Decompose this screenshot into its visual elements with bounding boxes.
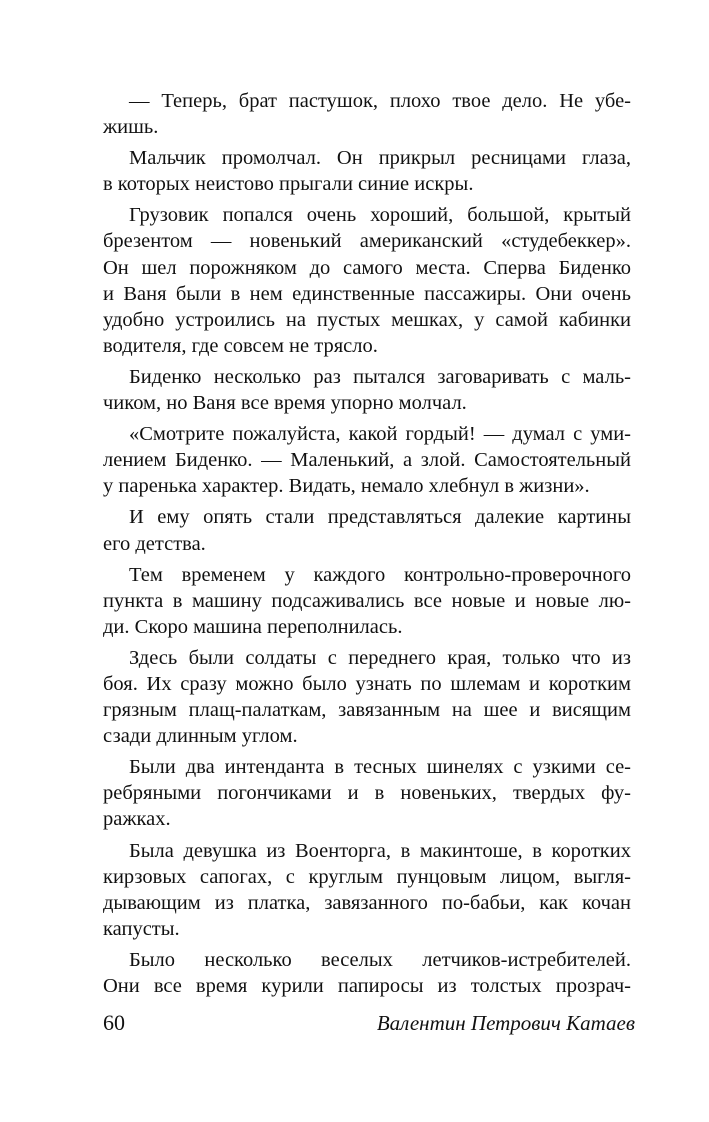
paragraph xyxy=(103,364,631,416)
paragraph xyxy=(103,562,631,640)
text-line: капусты. xyxy=(103,917,180,940)
text-line: И ему опять стали представляться далекие картины xyxy=(129,506,631,529)
text-line: боя. Их сразу можно было узнать по шлемам и коротким xyxy=(103,672,631,695)
page-footer xyxy=(103,1008,635,1038)
text-line: Тем временем у каждого контрольно-проверочного xyxy=(129,563,631,586)
text-line: и Ваня были в нем единственные пассажиры. Они очень xyxy=(103,282,631,305)
text-line: его детства. xyxy=(103,532,206,555)
text-line: грязным плащ-палаткам, завязанным на шее и висящим xyxy=(103,699,631,722)
paragraph xyxy=(103,145,631,197)
text-line: ражках. xyxy=(103,808,171,831)
text-line: лением Биденко. — Маленький, а злой. Самостоятельный xyxy=(103,449,631,472)
page-number: 60 xyxy=(103,1010,125,1035)
paragraph xyxy=(103,202,631,359)
text-line: Было несколько веселых летчиков-истребителей. xyxy=(129,948,631,971)
text-line: удобно устроились на пустых мешках, у самой кабинки xyxy=(103,308,631,331)
text-line: «Смотрите пожалуйста, какой гордый! — думал с уми- xyxy=(129,423,631,446)
text-line: брезентом — новенький американский «студебеккер». xyxy=(103,230,631,253)
text-line: Мальчик промолчал. Он прикрыл ресницами глаза, xyxy=(129,147,631,170)
paragraph xyxy=(103,504,631,556)
text-line: ди. Скоро машина переполнилась. xyxy=(103,615,403,638)
text-line: у паренька характер. Видать, немало хлебнул в жизни». xyxy=(103,475,590,498)
paragraph xyxy=(103,645,631,749)
text-line: Здесь были солдаты с переднего края, только что из xyxy=(129,646,631,669)
paragraph xyxy=(103,947,631,999)
running-footer-author: Валентин Петрович Катаев xyxy=(376,1011,635,1035)
paragraph xyxy=(103,88,631,140)
text-line: Была девушка из Военторга, в макинтоше, в коротких xyxy=(129,839,631,862)
text-line: в которых неистово прыгали синие искры. xyxy=(103,173,474,196)
text-line: Грузовик попался очень хороший, большой, крытый xyxy=(129,204,631,227)
text-line: Он шел порожняком до самого места. Сперва Биденко xyxy=(103,256,631,279)
text-line: Они все время курили папиросы из толстых прозрач- xyxy=(103,975,631,997)
text-line: ребряными погончиками и в новеньких, твердых фу- xyxy=(103,782,631,805)
body-text xyxy=(103,88,631,999)
text-line: кирзовых сапогах, с круглым пунцовым лицом, выгля- xyxy=(103,865,631,888)
text-line: сзади длинным углом. xyxy=(103,725,298,748)
text-line: чиком, но Ваня все время упорно молчал. xyxy=(103,392,467,415)
text-line: Биденко несколько раз пытался заговаривать с маль- xyxy=(129,365,631,388)
text-line: Были два интенданта в тесных шинелях с узкими се- xyxy=(129,756,631,779)
text-line: пункта в машину подсаживались все новые и новые лю- xyxy=(103,589,631,612)
text-line: — Теперь, брат пастушок, плохо твое дело. Не убе- xyxy=(129,90,631,112)
paragraph xyxy=(103,838,631,942)
paragraph xyxy=(103,754,631,832)
text-line: водителя, где совсем не трясло. xyxy=(103,334,378,357)
text-line: жишь. xyxy=(103,116,159,139)
text-line: дывающим из платка, завязанного по-бабьи, как кочан xyxy=(103,891,631,914)
paragraph xyxy=(103,421,631,499)
